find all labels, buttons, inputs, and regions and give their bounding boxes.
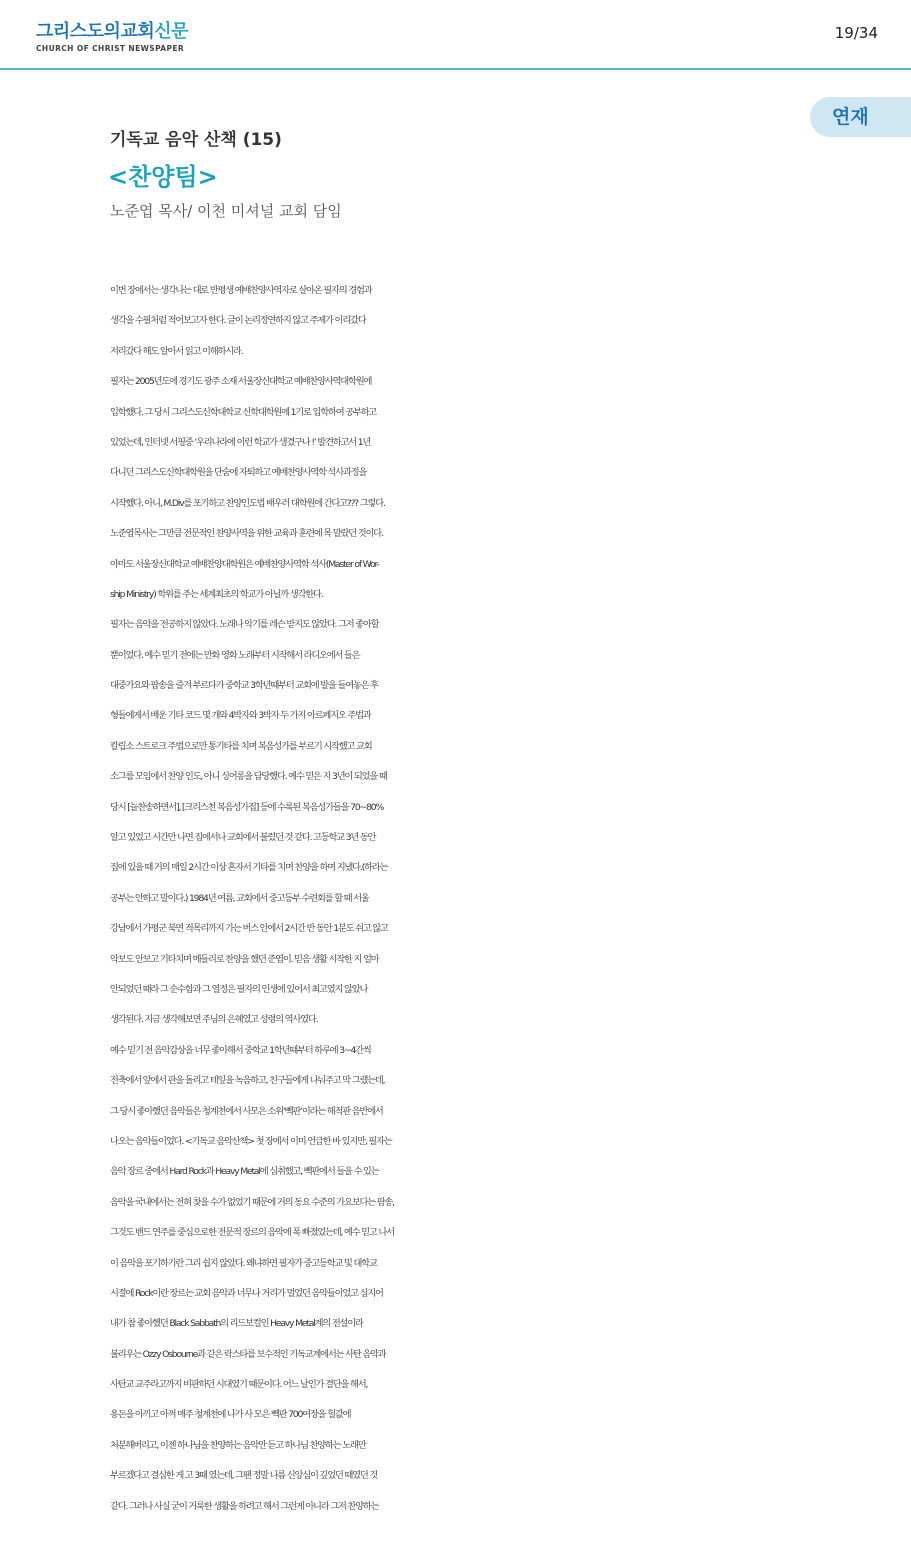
body-line: ship Ministry) 학위를 주는 세계최초의 학교가 아닐까 생각한다.: [110, 588, 323, 600]
author-byline: 노준엽 목사/ 이천 미셔널 교회 담임: [110, 202, 342, 220]
body-line: 소그룹 모임에서 찬양 인도, 아니 싱어롱을 담당했다. 예수 믿은 지 3년이 되었을 때: [110, 771, 387, 783]
newspaper-header: [0, 0, 911, 70]
body-line: 뿐이었다. 예수 믿기 전에는 만화 영화 노래부터 시작해서 라디오에서 들은: [110, 649, 360, 661]
body-line: 이 음악을 포기하기란 그리 쉽지 않았다. 왜냐하면 필자가 중고등학교 및 대학교: [110, 1257, 377, 1269]
body-line: 필자는 음악을 전공하지 않았다. 노래나 악기를 레슨 받지도 않았다. 그저 좋아할: [110, 619, 379, 631]
body-line: 부르겠다고 결심한 게 고 3때 였는데, 그땐 정말 나름 신앙심이 깊었던 때였던 것: [110, 1470, 378, 1482]
body-line: 있었는데, 인터넷 서핑중 ‘우리나라에 이런 학교가 생겼구나 !’ 발견하고서 1년: [110, 436, 371, 448]
series-title: 기독교 음악 산책 (15): [110, 130, 282, 150]
body-line: 입학했다. 그 당시 그리스도신학대학교 신학대학원에 1기로 입학하여 공부하고: [110, 406, 377, 418]
body-line: 알고 있었고 시간만 나면 집에서나 교회에서 불렀던 것 같다. 고등학교 3년 동안: [110, 832, 376, 844]
body-line: 안되었던 때라 그 순수함과 그 열정은 필자의 인생에 있어서 최고였지 않았나: [110, 983, 368, 995]
section-tab-serial[interactable]: 연재: [810, 97, 911, 137]
logo-main-text: 그리스도의교회: [36, 21, 155, 42]
body-line: 공부는 안하고 말이다.) 1984년 여름, 교회에서 중고등부 수련회를 할 때 서울: [110, 892, 369, 904]
logo-korean-text: [36, 22, 188, 42]
body-line: 음악을 국내에서는 전혀 찾을 수가 없었기 때문에 거의 동요 수준의 가요보다는 팝송,: [110, 1196, 394, 1208]
newspaper-logo[interactable]: [36, 22, 188, 54]
body-line: 당시 [늘찬송하면서], [크리스천 복음성가집] 등에 수록된 복음성가들을 70~80%: [110, 801, 384, 813]
body-line: 처분해버리고, 이젠 하나님을 찬양하는 음악만 듣고 하나님 찬양하는 노래만: [110, 1439, 366, 1451]
body-line: 전축에서 앞에서 판을 돌리고 테잎을 녹음하고, 친구들에게 나눠주고 막 그랬는데,: [110, 1075, 385, 1087]
body-line: 악보도 안보고 기타치며 메들리로 찬양을 했던 준엽이. 믿음 생활 시작한 지 얼마: [110, 953, 379, 965]
body-line: 불리우는 Ozzy Osbourne과 같은 락스타를 보수적인 기독교계에서는 사탄 음악과: [110, 1348, 386, 1360]
body-line: 시작했다. 아니, M.Div를 포기하고 찬양인도법 배우러 대학원에 간다고??? 그렇다.: [110, 497, 385, 509]
body-line: 음악 장르 중에서 Hard Rock과 Heavy Metal에 심취했고, 빽판에서 들을 수 있는: [110, 1166, 379, 1178]
body-line: 다니던 그리스도신학대학원을 단숨에 자퇴하고 예배찬양사역학 석사과정을: [110, 467, 367, 479]
article-title: <찬양팀>: [108, 163, 218, 191]
body-line: 생각을 수필처럼 적어보고자 한다. 글이 논리정연하지 않고 주제가 이리갔다: [110, 315, 366, 327]
body-line: 사탄교 교주라고까지 비판하던 시대였기 때문이다. 어느 날인가 결단을 해서,: [110, 1379, 368, 1391]
body-line: 필자는 2005년도에 경기도 광주 소재 서울장신대학교 예배찬양사역대학원에: [110, 376, 372, 388]
logo-accent-text: 신문: [154, 21, 188, 42]
body-line: 대중가요와 팝송을 즐겨 부르다가 중학교 3학년때부터 교회에 발을 들여놓은 후: [110, 680, 378, 692]
body-line: 그것도 밴드 연주를 중심으로한 전문적 장르의 음악에 폭 빠졌었는데, 예수 믿고 나서: [110, 1227, 394, 1239]
logo-english-text: CHURCH OF CHRIST NEWSPAPER: [36, 44, 185, 53]
body-line: 나오는 음악들이었다. <기독교 음악산책> 첫 장에서 이미 언급한 바 있지만, 필자는: [110, 1135, 392, 1147]
body-line: 내가 참 좋아했던 Black Sabbath의 리드보컬인 Heavy Metal계의 전설이라: [110, 1318, 363, 1330]
article-body: [110, 276, 870, 1522]
body-line: 강남에서 가평군 북면 적목리까지 가는 버스 안에서 2시간 반 동안 1분도 쉬고 않고: [110, 923, 388, 935]
body-line: 예수 믿기 전 음악감상을 너무 좋아해서 중학교 1학년때부터 하루에 3~4간씩: [110, 1044, 371, 1056]
body-line: 용돈을 아끼고 아껴 매주 청계천에 나가 사 모은 빽판 700여장을 헐값에: [110, 1409, 351, 1421]
body-line: 시절에 Rock이란 장르는 교회 음악과 너무나 거리가 멀었던 음악들이었고 심지어: [110, 1287, 383, 1299]
body-line: 노준엽목사는 그만큼 전문적인 찬양사역을 위한 교육과 훈련에 목 말랐던 것이다.: [110, 528, 383, 540]
body-line: 같다. 그러나 사실 굳이 거룩한 생활을 하려고 해서 그런게 아니라 그저 찬양하는: [110, 1500, 379, 1512]
body-line: 그 당시 좋아했던 음악들은 청계천에서 사모은 소위‘빽판’이라는 해적판 음반에서: [110, 1105, 383, 1117]
body-line: 아마도 서울장신대학교 예배찬양대학원은 예배찬양사역학 석사(Master of Wor-: [110, 558, 379, 570]
body-line: 칼립소 스트로크 주법으로만 통기타를 치며 복음성가를 부르기 시작했고 교회: [110, 740, 372, 752]
body-line: 이번 장에서는 생각나는 대로 반평생 예배찬양사역자로 살아온 필자의 경험과: [110, 285, 372, 296]
page-number: 19/34: [834, 24, 878, 42]
body-line: 형들에게서 배운 기타 코드 몇 개와 4박자와 3박자 두 가지 아르페지오 주법과: [110, 710, 371, 722]
body-line: 집에 있을 때 거의 매일 2시간 이상 혼자서 기타를 치며 찬양을 하며 지냈다.(하라는: [110, 862, 388, 874]
body-line: 생각된다. 지금 생각해보면 주님의 은혜였고 성령의 역사였다.: [110, 1014, 318, 1026]
body-line: 저리갔다 해도 알아서 읽고 이해하시라.: [110, 345, 243, 357]
